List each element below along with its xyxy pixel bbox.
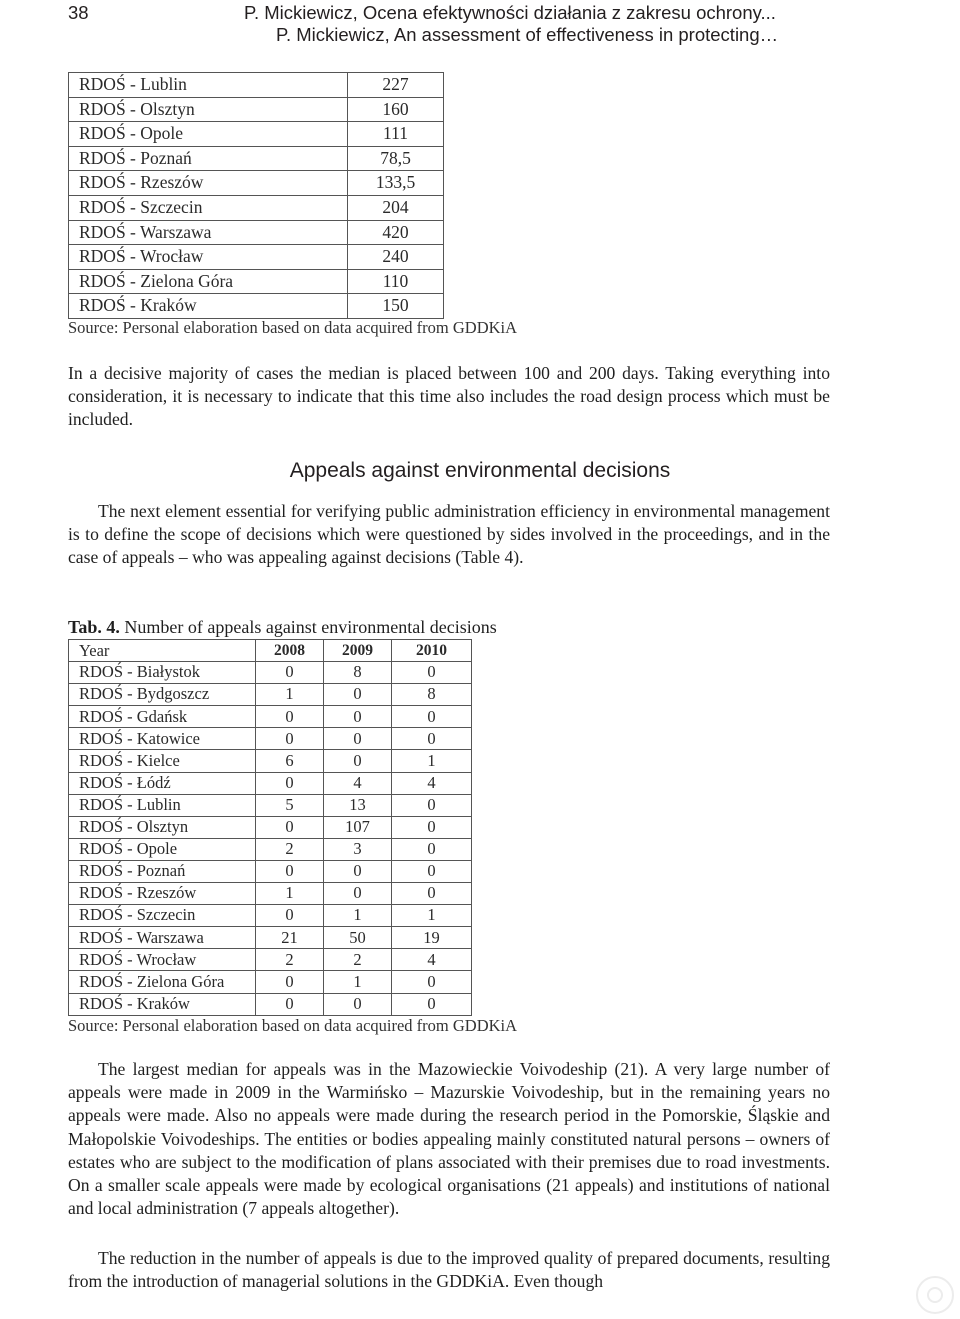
value-2010: 0 [392, 993, 472, 1015]
table-row [69, 750, 472, 772]
watermark-logo-inner [927, 1287, 943, 1303]
table-row [69, 171, 444, 196]
row-value: 204 [348, 195, 444, 220]
value-2008: 0 [256, 662, 324, 684]
row-name: RDOŚ - Katowice [69, 728, 256, 750]
row-value: 78,5 [348, 146, 444, 171]
table-row [69, 122, 444, 147]
paragraph-median: In a decisive majority of cases the median is placed between 100 and 200 days. Taking everything into consideration, it is necessary to indicate that this time also includes the road design process which must be included. [68, 363, 830, 430]
value-2009: 13 [324, 794, 392, 816]
value-2010: 8 [392, 684, 472, 706]
value-2009: 0 [324, 883, 392, 905]
table-row [69, 706, 472, 728]
row-name: RDOŚ - Opole [69, 838, 256, 860]
value-2008: 1 [256, 684, 324, 706]
value-2008: 0 [256, 772, 324, 794]
value-2008: 1 [256, 883, 324, 905]
table-row [69, 772, 472, 794]
value-2009: 8 [324, 662, 392, 684]
row-name: RDOŚ - Kielce [69, 750, 256, 772]
header-year: Year [69, 640, 256, 662]
value-2009: 0 [324, 993, 392, 1015]
value-2010: 4 [392, 772, 472, 794]
row-name: RDOŚ - Zielona Góra [69, 971, 256, 993]
table-row [69, 146, 444, 171]
value-2009: 0 [324, 706, 392, 728]
row-value: 240 [348, 245, 444, 270]
paragraph-appeals-intro: The next element essential for verifying public administration efficiency in environmental management is to define the scope of decisions which were questioned by sides involved in the proceedings, and in the case of appeals – who was appealing against decisions (Table 4). [68, 501, 830, 568]
median-duration-table [68, 72, 444, 319]
value-2010: 0 [392, 662, 472, 684]
row-value: 227 [348, 73, 444, 98]
table-row [69, 195, 444, 220]
row-name: RDOŚ - Szczecin [69, 905, 256, 927]
value-2010: 0 [392, 706, 472, 728]
value-2009: 4 [324, 772, 392, 794]
appeals-table [68, 639, 472, 1016]
value-2010: 19 [392, 927, 472, 949]
row-name: RDOŚ - Warszawa [69, 927, 256, 949]
value-2010: 1 [392, 905, 472, 927]
value-2009: 3 [324, 838, 392, 860]
table-row [69, 838, 472, 860]
value-2009: 1 [324, 905, 392, 927]
value-2009: 2 [324, 949, 392, 971]
value-2008: 0 [256, 728, 324, 750]
value-2010: 0 [392, 728, 472, 750]
row-value: 111 [348, 122, 444, 147]
row-value: 150 [348, 294, 444, 319]
header-2009: 2009 [324, 640, 392, 662]
table-row [69, 927, 472, 949]
row-name: RDOŚ - Warszawa [69, 220, 348, 245]
table4-caption-label: Tab. 4. [68, 617, 120, 637]
table-row [69, 294, 444, 319]
row-name: RDOŚ - Poznań [69, 860, 256, 882]
row-name: RDOŚ - Poznań [69, 146, 348, 171]
value-2008: 2 [256, 838, 324, 860]
row-name: RDOŚ - Szczecin [69, 195, 348, 220]
value-2010: 0 [392, 816, 472, 838]
table-row [69, 220, 444, 245]
value-2010: 1 [392, 750, 472, 772]
table4-caption [68, 617, 497, 638]
table4-source-note: Source: Personal elaboration based on data acquired from GDDKiA [68, 1016, 518, 1035]
value-2009: 50 [324, 927, 392, 949]
row-value: 420 [348, 220, 444, 245]
row-name: RDOŚ - Kraków [69, 993, 256, 1015]
row-name: RDOŚ - Białystok [69, 662, 256, 684]
row-value: 133,5 [348, 171, 444, 196]
value-2008: 6 [256, 750, 324, 772]
table-row [69, 97, 444, 122]
value-2008: 0 [256, 706, 324, 728]
row-value: 160 [348, 97, 444, 122]
table-source-note: Source: Personal elaboration based on data acquired from GDDKiA [68, 318, 518, 337]
table-row [69, 269, 444, 294]
row-name: RDOŚ - Opole [69, 122, 348, 147]
value-2008: 0 [256, 993, 324, 1015]
table-row [69, 816, 472, 838]
row-name: RDOŚ - Olsztyn [69, 816, 256, 838]
running-title-english: P. Mickiewicz, An assessment of effectiveness in protecting… [276, 24, 779, 45]
table-row [69, 794, 472, 816]
value-2008: 0 [256, 971, 324, 993]
value-2009: 0 [324, 750, 392, 772]
value-2009: 107 [324, 816, 392, 838]
table-row [69, 905, 472, 927]
table4-caption-text: Number of appeals against environmental decisions [124, 617, 497, 637]
table-row [69, 684, 472, 706]
row-name: RDOŚ - Rzeszów [69, 883, 256, 905]
row-name: RDOŚ - Rzeszów [69, 171, 348, 196]
table-row [69, 949, 472, 971]
table-row [69, 860, 472, 882]
row-name: RDOŚ - Wrocław [69, 245, 348, 270]
value-2010: 4 [392, 949, 472, 971]
table-row [69, 245, 444, 270]
value-2008: 0 [256, 816, 324, 838]
page-number: 38 [68, 2, 89, 23]
row-name: RDOŚ - Wrocław [69, 949, 256, 971]
row-name: RDOŚ - Olsztyn [69, 97, 348, 122]
value-2008: 2 [256, 949, 324, 971]
row-value: 110 [348, 269, 444, 294]
value-2008: 5 [256, 794, 324, 816]
row-name: RDOŚ - Kraków [69, 294, 348, 319]
table-row [69, 73, 444, 98]
section-heading: Appeals against environmental decisions [289, 459, 671, 482]
value-2010: 0 [392, 883, 472, 905]
value-2009: 0 [324, 684, 392, 706]
running-title-polish: P. Mickiewicz, Ocena efektywności działania z zakresu ochrony... [244, 2, 776, 23]
row-name: RDOŚ - Bydgoszcz [69, 684, 256, 706]
value-2010: 0 [392, 971, 472, 993]
value-2008: 0 [256, 905, 324, 927]
header-2008: 2008 [256, 640, 324, 662]
value-2008: 0 [256, 860, 324, 882]
table-row [69, 883, 472, 905]
value-2008: 21 [256, 927, 324, 949]
value-2010: 0 [392, 794, 472, 816]
row-name: RDOŚ - Zielona Góra [69, 269, 348, 294]
paragraph-reduction: The reduction in the number of appeals is due to the improved quality of prepared documents, resulting from the introduction of managerial solutions in the GDDKiA. Even though [68, 1248, 830, 1292]
value-2009: 1 [324, 971, 392, 993]
table-header-row [69, 640, 472, 662]
paragraph-appeals-analysis: The largest median for appeals was in the Mazowieckie Voivodeship (21). A very large number of appeals were made in 2009 in the Warmińsko – Mazurskie Voivodeship, but in the remaining years no appeals were made. Also no appeals were made during the research period in the Pomorskie, Śląskie and Małopolskie Voivodeships. The entities or bodies appealing mainly constituted natural persons – owners of estates who are subject to the modification of plans associated with their premises due to road investments. On a smaller scale appeals were made by ecological organisations (21 appeals) and institutions of national and local administration (7 appeals altogether). [68, 1059, 830, 1219]
table-row [69, 728, 472, 750]
row-name: RDOŚ - Łódź [69, 772, 256, 794]
value-2010: 0 [392, 838, 472, 860]
table-row [69, 971, 472, 993]
value-2009: 0 [324, 728, 392, 750]
table-row [69, 662, 472, 684]
row-name: RDOŚ - Lublin [69, 73, 348, 98]
row-name: RDOŚ - Lublin [69, 794, 256, 816]
value-2009: 0 [324, 860, 392, 882]
row-name: RDOŚ - Gdańsk [69, 706, 256, 728]
table-row [69, 993, 472, 1015]
value-2010: 0 [392, 860, 472, 882]
header-2010: 2010 [392, 640, 472, 662]
